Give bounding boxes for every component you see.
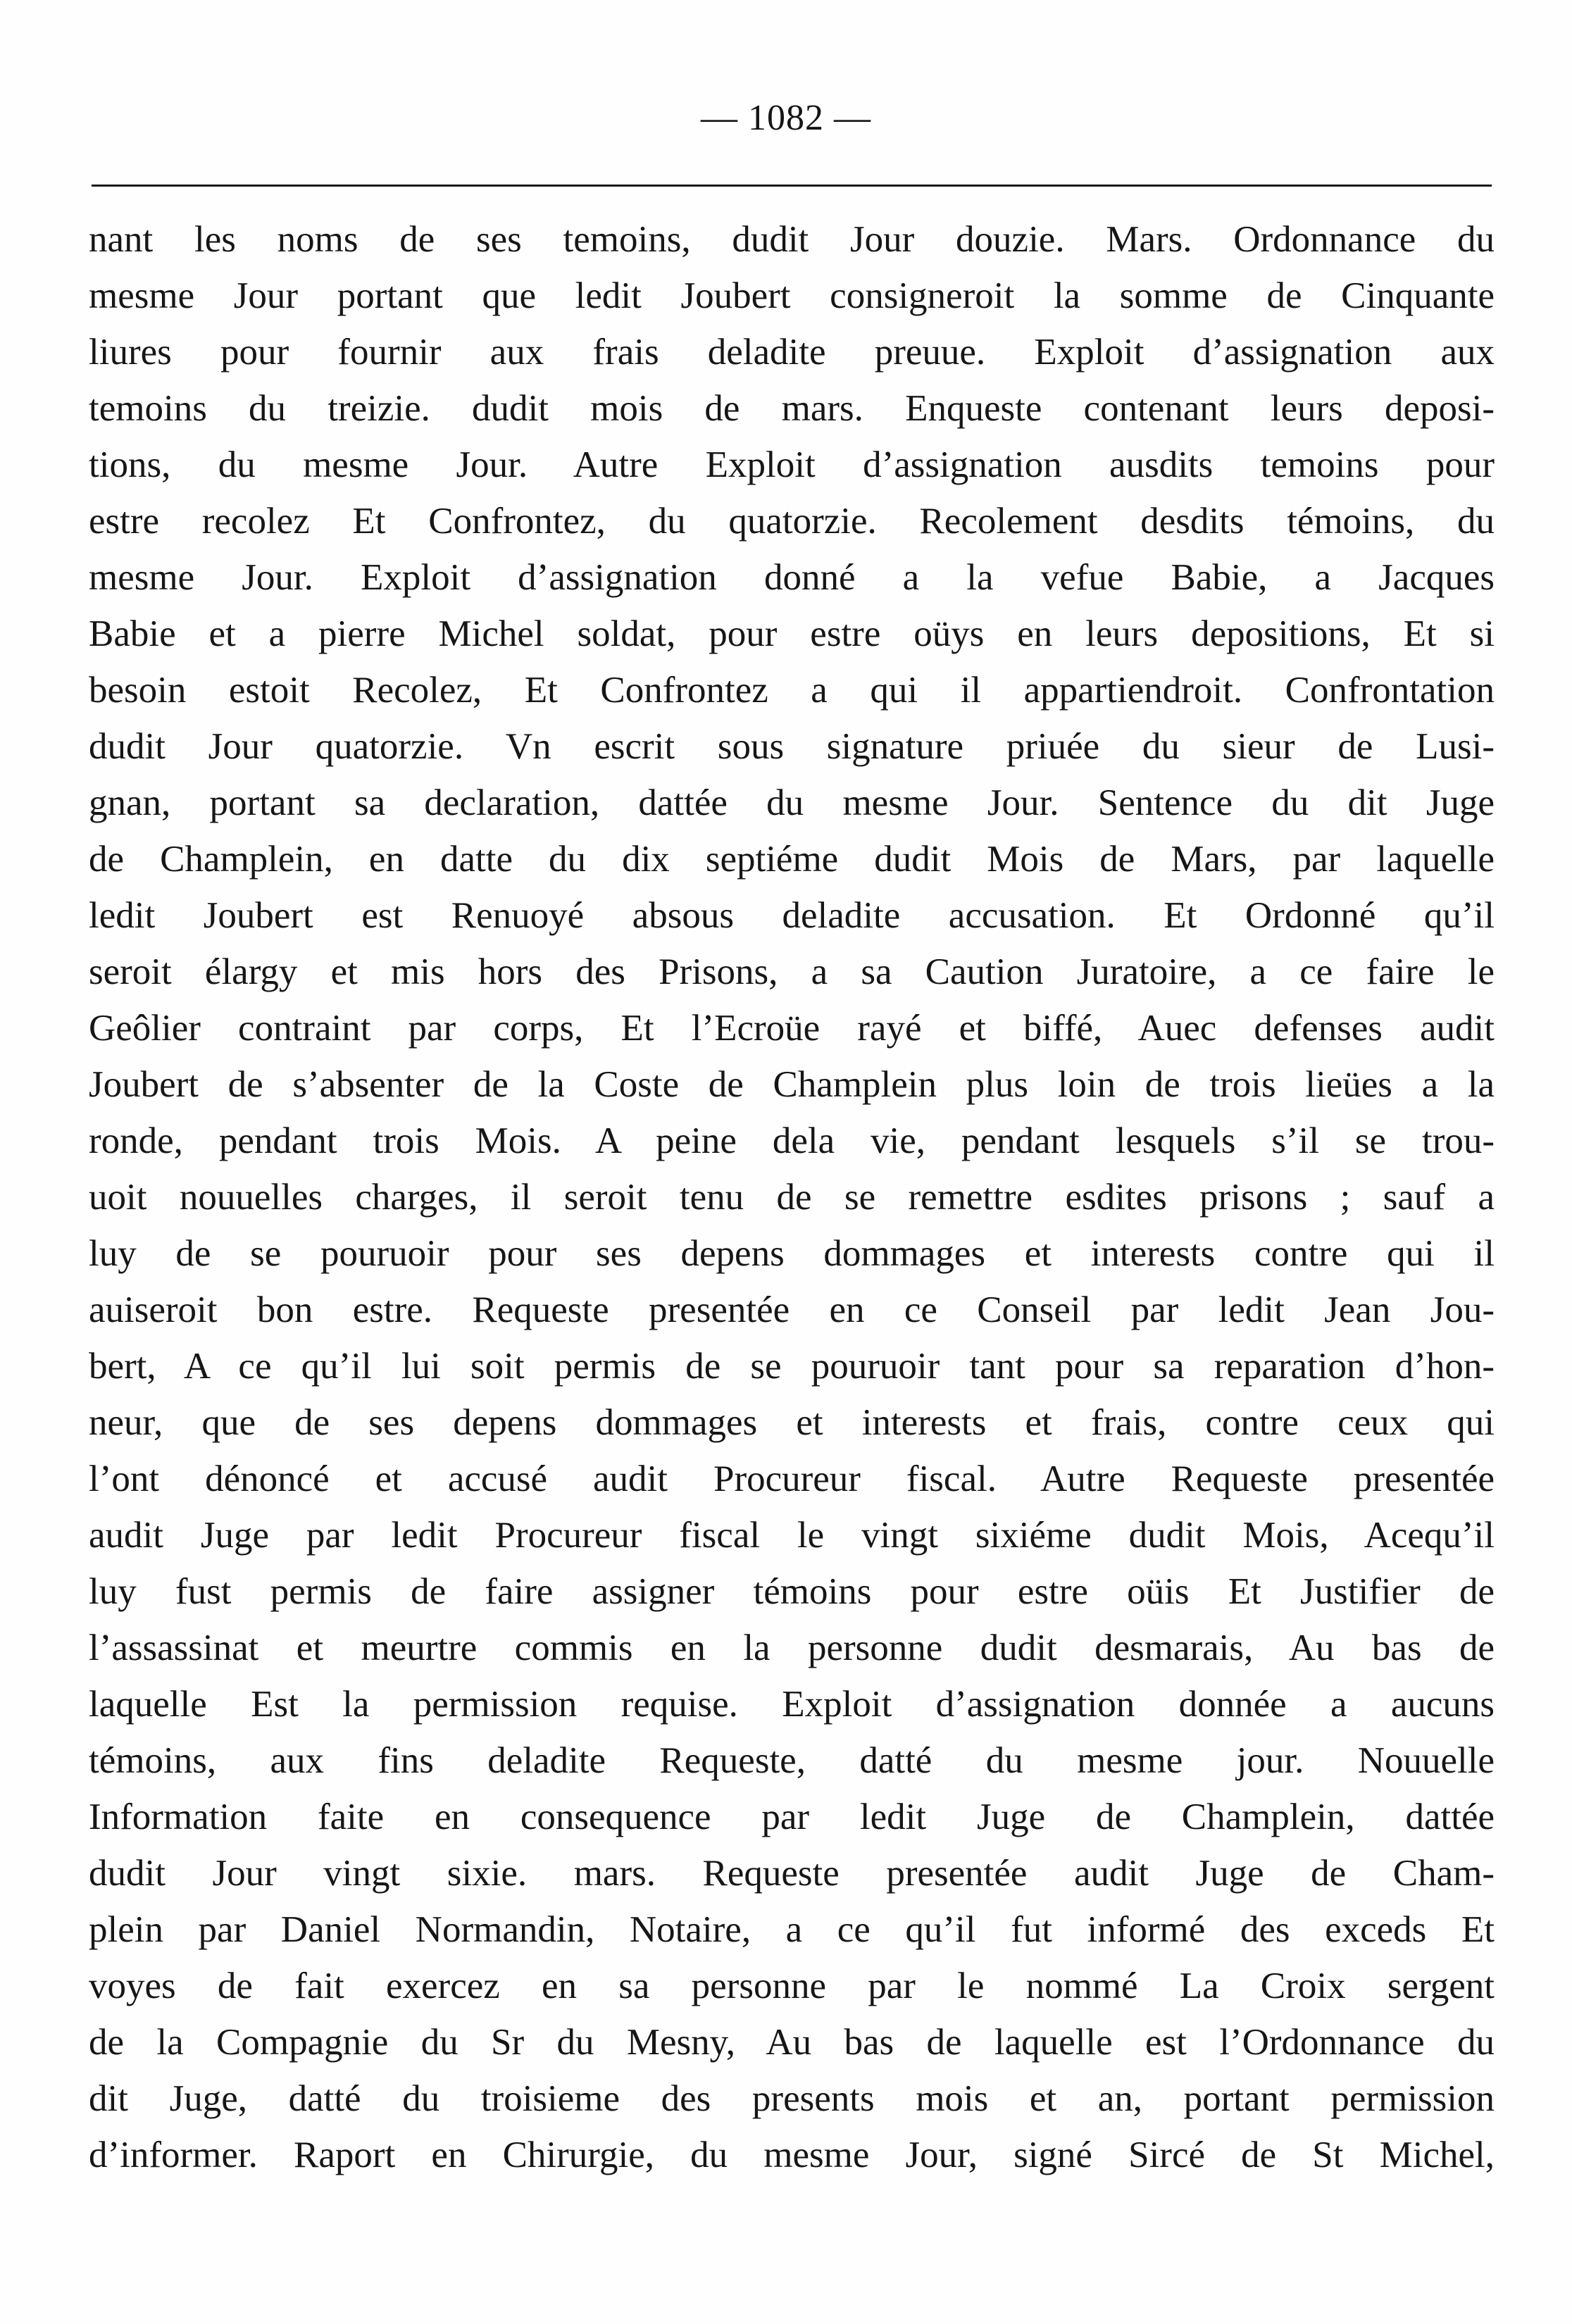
text-line: neur, que de ses depens dommages et interests et frais, contre ceux qui — [89, 1402, 1495, 1443]
text-line: tions, du mesme Jour. Autre Exploit d’assignation ausdits temoins pour — [89, 444, 1495, 485]
text-line: témoins, aux fins deladite Requeste, datté du mesme jour. Nouuelle — [89, 1740, 1495, 1781]
text-line: estre recolez Et Confrontez, du quatorzie. Recolement desdits témoins, du — [89, 501, 1495, 542]
text-line: Information faite en consequence par ledit Juge de Champlein, dattée — [89, 1797, 1495, 1837]
text-line: plein par Daniel Normandin, Notaire, a ce qu’il fut informé des exceds Et — [89, 1909, 1495, 1950]
text-line: uoit nouuelles charges, il seroit tenu de se remettre esdites prisons ; sauf a — [89, 1177, 1495, 1218]
text-line: l’ont dénoncé et accusé audit Procureur fiscal. Autre Requeste presentée — [89, 1458, 1495, 1499]
text-line: Joubert de s’absenter de la Coste de Champlein plus loin de trois lieües a la — [89, 1064, 1495, 1105]
text-line: de Champlein, en datte du dix septiéme dudit Mois de Mars, par laquelle — [89, 839, 1495, 880]
text-line: gnan, portant sa declaration, dattée du mesme Jour. Sentence du dit Juge — [89, 782, 1495, 823]
text-line: de la Compagnie du Sr du Mesny, Au bas de laquelle est l’Ordonnance du — [89, 2022, 1495, 2063]
text-line: ronde, pendant trois Mois. A peine dela vie, pendant lesquels s’il se trou- — [89, 1120, 1495, 1161]
text-line: laquelle Est la permission requise. Exploit d’assignation donnée a aucuns — [89, 1684, 1495, 1725]
text-line: voyes de fait exercez en sa personne par le nommé La Croix sergent — [89, 1966, 1495, 2006]
header-rule — [92, 185, 1492, 187]
text-line: audit Juge par ledit Procureur fiscal le vingt sixiéme dudit Mois, Acequ’il — [89, 1515, 1495, 1556]
text-line: nant les noms de ses temoins, dudit Jour douzie. Mars. Ordonnance du — [89, 219, 1495, 260]
text-line: mesme Jour. Exploit d’assignation donné a la vefue Babie, a Jacques — [89, 557, 1495, 598]
text-line: d’informer. Raport en Chirurgie, du mesme Jour, signé Sircé de St Michel, — [89, 2135, 1495, 2175]
text-line: dit Juge, datté du troisieme des presents mois et an, portant permission — [89, 2078, 1495, 2119]
text-line: Geôlier contraint par corps, Et l’Ecroüe rayé et biffé, Auec defenses audit — [89, 1008, 1495, 1049]
body-text — [89, 211, 1495, 2183]
text-line: luy de se pouruoir pour ses depens dommages et interests contre qui il — [89, 1233, 1495, 1274]
text-line: bert, A ce qu’il lui soit permis de se pouruoir tant pour sa reparation d’hon- — [89, 1346, 1495, 1387]
text-line: temoins du treizie. dudit mois de mars. Enqueste contenant leurs deposi- — [89, 388, 1495, 429]
text-line: luy fust permis de faire assigner témoins pour estre oüis Et Justifier de — [89, 1571, 1495, 1612]
text-line: dudit Jour vingt sixie. mars. Requeste presentée audit Juge de Cham- — [89, 1853, 1495, 1894]
page-number: — 1082 — — [701, 98, 871, 138]
text-line: ledit Joubert est Renuoyé absous deladite accusation. Et Ordonné qu’il — [89, 895, 1495, 936]
text-line: auiseroit bon estre. Requeste presentée en ce Conseil par ledit Jean Jou- — [89, 1289, 1495, 1330]
text-line: l’assassinat et meurtre commis en la personne dudit desmarais, Au bas de — [89, 1628, 1495, 1668]
text-line: besoin estoit Recolez, Et Confrontez a qui il appartiendroit. Confrontation — [89, 670, 1495, 711]
text-line: Babie et a pierre Michel soldat, pour estre oüys en leurs depositions, Et si — [89, 613, 1495, 654]
text-line: dudit Jour quatorzie. Vn escrit sous signature priuée du sieur de Lusi- — [89, 726, 1495, 767]
text-line: seroit élargy et mis hors des Prisons, a sa Caution Juratoire, a ce faire le — [89, 951, 1495, 992]
text-line: mesme Jour portant que ledit Joubert consigneroit la somme de Cinquante — [89, 275, 1495, 316]
text-line: liures pour fournir aux frais deladite preuue. Exploit d’assignation aux — [89, 332, 1495, 373]
